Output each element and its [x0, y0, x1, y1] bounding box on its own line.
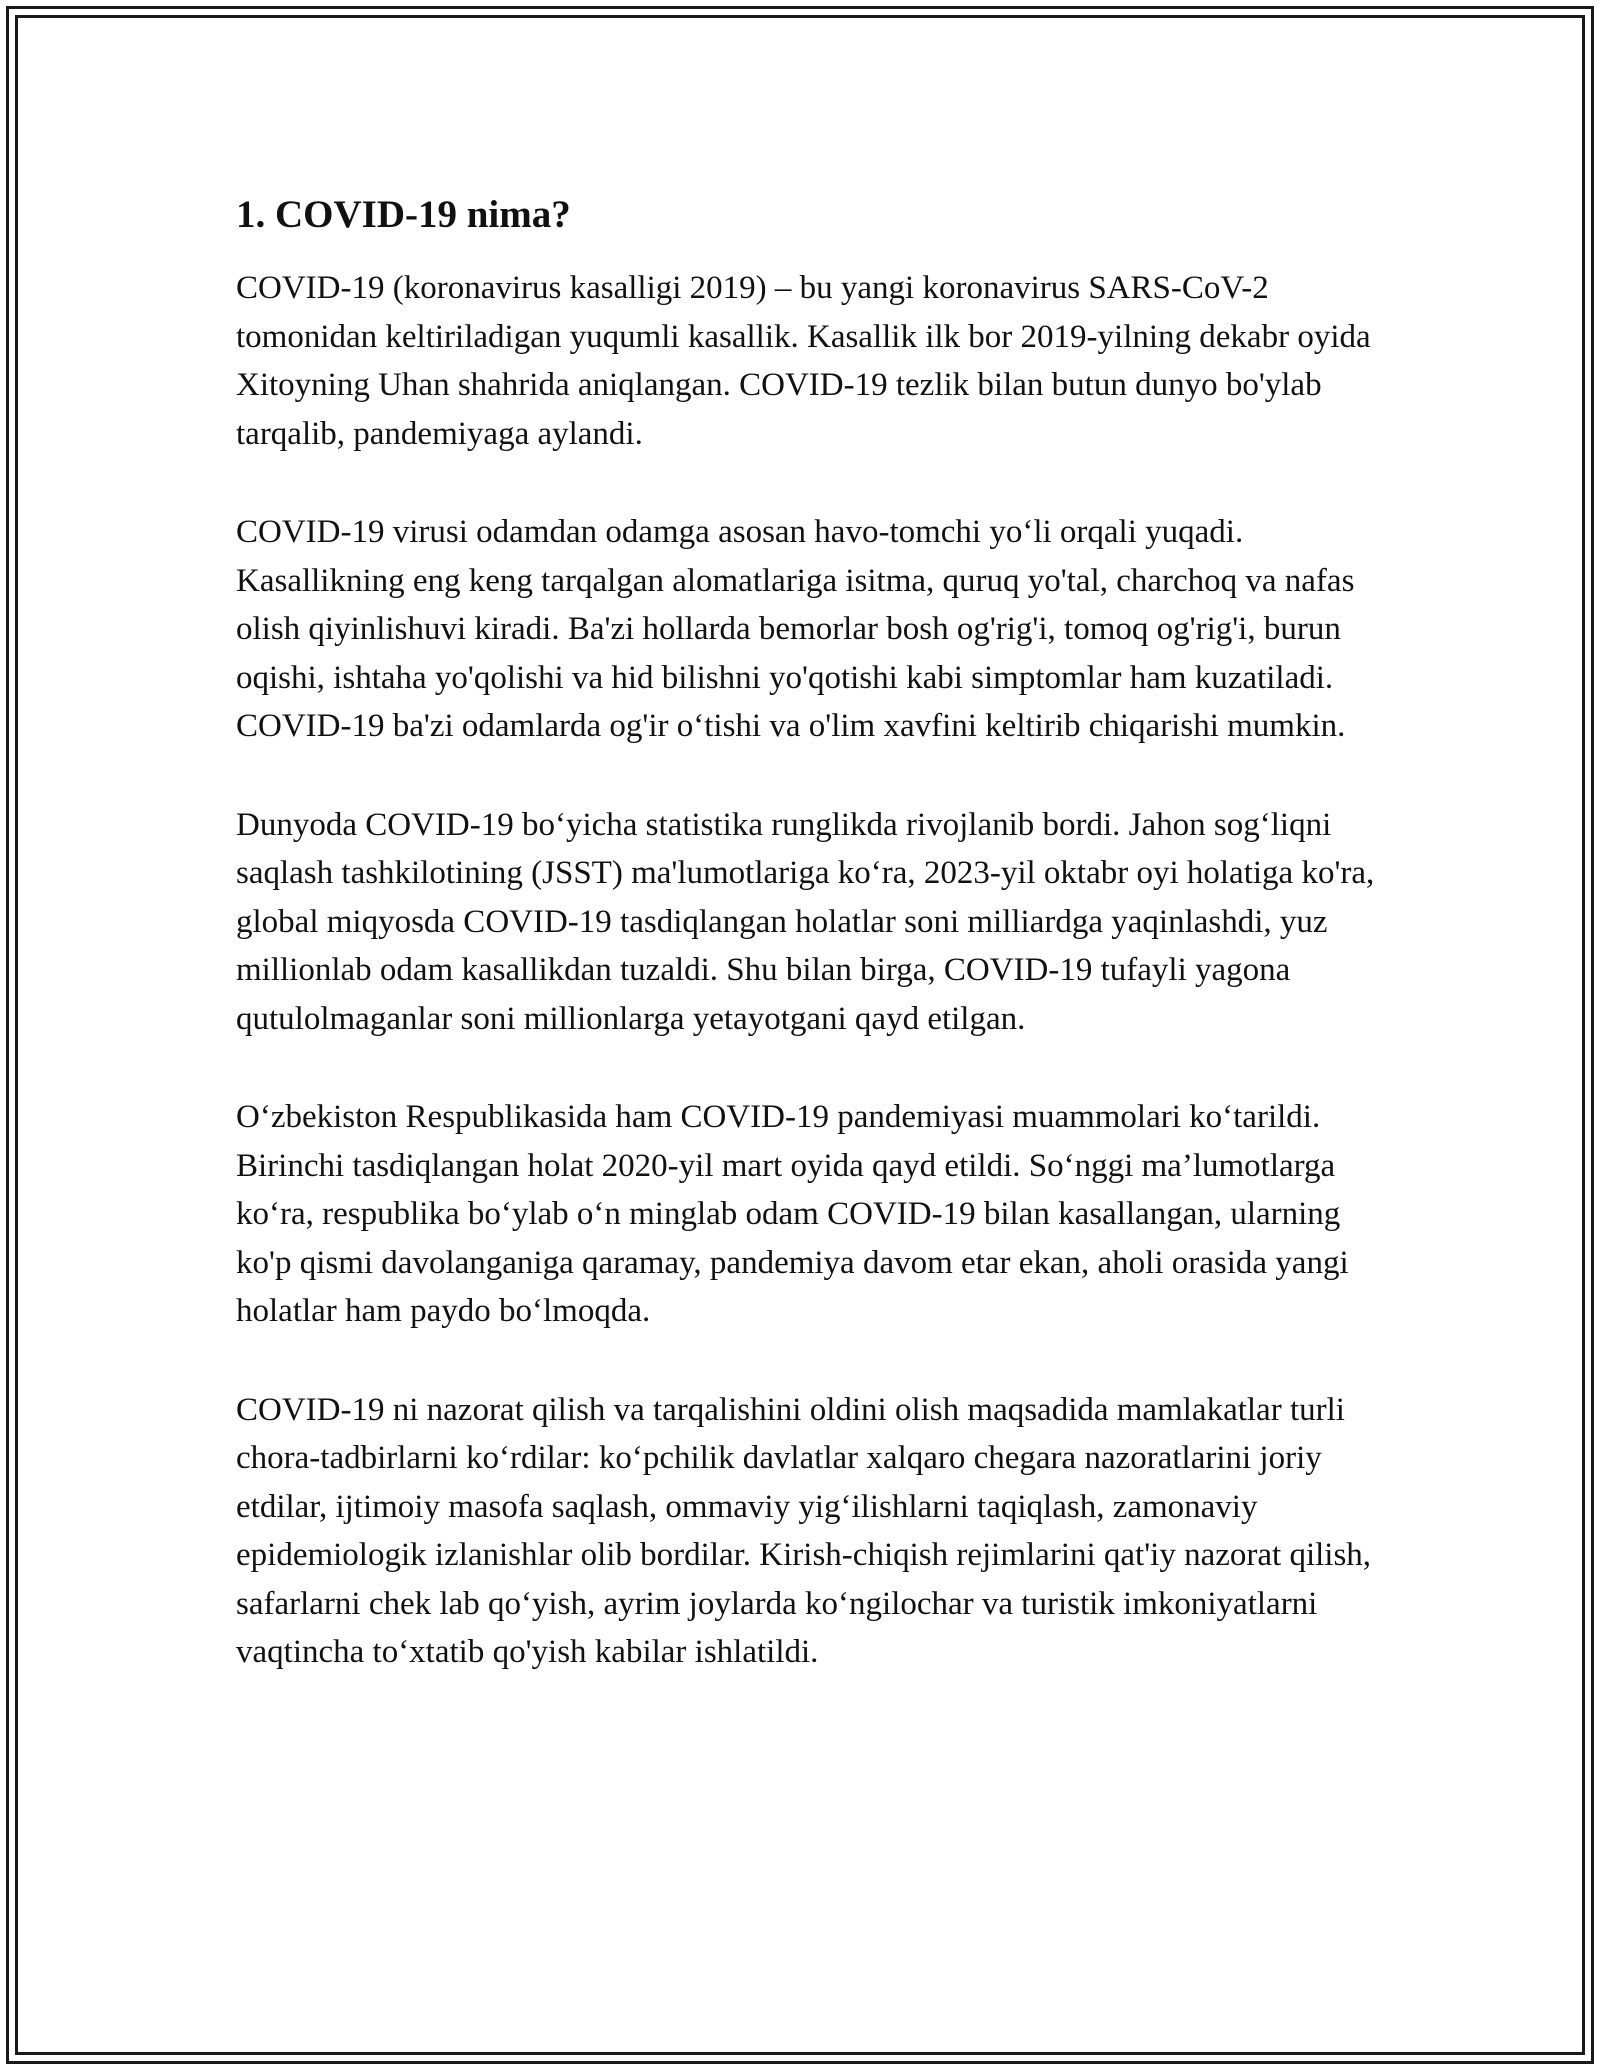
document-body	[236, 188, 1376, 1727]
paragraph-transmission-symptoms: COVID-19 virusi odamdan odamga asosan havo-tomchi yo‘li orqali yuqadi. Kasallikning eng keng tarqalgan alomatlariga isitma, quruq yo'tal, charchoq va nafas olish qiyinlishuvi kiradi. Ba'zi hollarda bemorlar bosh og'rig'i, tomoq og'rig'i, burun oqishi, ishtaha yo'qolishi va hid bilishni yo'qotishi kabi simptomlar ham kuzatiladi. COVID-19 ba'zi odamlarda og'ir o‘tishi va o'lim xavfini keltirib chiqarishi mumkin.	[236, 514, 1355, 744]
paragraph-control-measures: COVID-19 ni nazorat qilish va tarqalishini oldini olish maqsadida mamlakatlar turli chora-tadbirlarni ko‘rdilar: ko‘pchilik davlatlar xalqaro chegara nazoratlarini joriy etdilar, ijtimoiy masofa saqlash, ommaviy yig‘ilishlarni taqiqlash, zamonaviy epidemiologik izlanishlar olib bordilar. Kirish-chiqish rejimlarini qat'iy nazorat qilish, safarlarni chek lab qo‘yish, ayrim joylarda ko‘ngilochar va turistik imkoniyatlarni vaqtincha to‘xtatib qo'yish kabilar ishlatildi.	[236, 1391, 1372, 1670]
paragraph-world-statistics: Dunyoda COVID-19 bo‘yicha statistika runglikda rivojlanib bordi. Jahon sog‘liqni saqlash tashkilotining (JSST) ma'lumotlariga ko‘ra, 2023-yil oktabr oyi holatiga ko'ra, global miqyosda COVID-19 tasdiqlangan holatlar soni milliardga yaqinlashdi, yuz millionlab odam kasallikdan tuzaldi. Shu bilan birga, COVID-19 tufayli yagona qutulolmaganlar soni millionlarga yetayotgani qayd etilgan.	[236, 806, 1375, 1037]
paragraph-uzbekistan: O‘zbekiston Respublikasida ham COVID-19 pandemiyasi muammolari ko‘tarildi. Birinchi tasdiqlangan holat 2020-yil mart oyida qayd etildi. So‘nggi ma’lumotlarga ko‘ra, respublika bo‘ylab o‘n minglab odam COVID-19 bilan kasallangan, ularning ko'p qismi davolanganiga qaramay, pandemiya davom etar ekan, aholi orasida yangi holatlar ham paydo bo‘lmoqda.	[236, 1099, 1349, 1329]
document-title: 1. COVID-19 nima?	[236, 193, 571, 236]
paragraph-definition: COVID-19 (koronavirus kasalligi 2019) – bu yangi koronavirus SARS-CoV-2 tomonidan keltiriladigan yuqumli kasallik. Kasallik ilk bor 2019-yilning dekabr oyida Xitoyning Uhan shahrida aniqlangan. COVID-19 tezlik bilan butun dunyo bo'ylab tarqalib, pandemiyaga aylandi.	[236, 270, 1371, 452]
